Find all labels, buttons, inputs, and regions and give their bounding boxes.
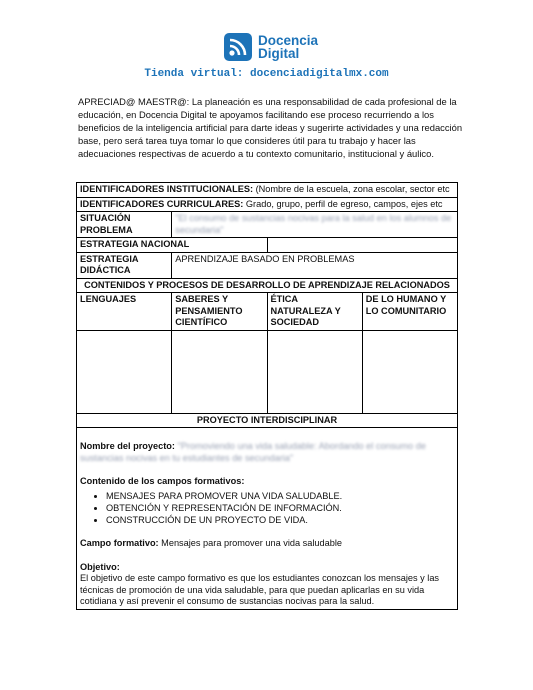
planning-table [76, 182, 458, 610]
table-row [77, 278, 458, 293]
spacer [80, 429, 454, 441]
objective-text: El objetivo de este campo formativo es que los estudiantes conozcan los mensajes y las técnicas de promoción de una vida saludable, para que puedan aplicarlas en su vida cotidiana y así prevenir el consumo de sustancias nocivas para la salud. [80, 573, 440, 607]
project-name-label: Nombre del proyecto: [80, 441, 175, 451]
curricular-identifiers-label: IDENTIFICADORES CURRICULARES: [80, 198, 244, 209]
table-row [77, 252, 458, 278]
project-details-cell [77, 428, 458, 610]
brand-name-line2: Digital [258, 46, 300, 61]
column-lenguajes: LENGUAJES [77, 293, 172, 331]
spacer [80, 526, 454, 538]
situation-problem-label [77, 212, 172, 238]
table-row [77, 293, 458, 331]
objective-label: Objetivo: [80, 561, 120, 572]
formative-field [80, 538, 454, 550]
empty-cell-lenguajes [77, 330, 172, 413]
situation-problem-text: "El consumo de sustancias nocivas para la salud en los alumnos de secundaria" [175, 213, 452, 235]
formative-field-value: Mensajes para promover una vida saludable [158, 538, 342, 549]
column-saberes: SABERES Y PENSAMIENTO CIENTÍFICO [172, 293, 267, 331]
empty-cell-humano [362, 330, 457, 413]
spacer [80, 550, 454, 562]
column-humano: DE LO HUMANO Y LO COMUNITARIO [362, 293, 457, 331]
spacer [80, 464, 454, 476]
list-item: • CONSTRUCCIÓN DE UN PROYECTO DE VIDA. [106, 514, 454, 526]
contents-header: CONTENIDOS Y PROCESOS DE DESARROLLO DE APRENDIZAJE RELACIONADOS [77, 278, 458, 293]
table-row [77, 212, 458, 238]
curricular-identifiers-value: Grado, grupo, perfil de egreso, campos, ejes etc [243, 198, 443, 209]
institutional-identifiers-cell [77, 183, 458, 198]
formative-contents-label: Contenido de los campos formativos: [80, 476, 245, 486]
brand-name-line1: Docencia [258, 33, 319, 48]
situation-problem-label-text: SITUACIÓN PROBLEMA [80, 213, 133, 235]
brand-name [258, 34, 318, 60]
empty-cell-etica [267, 330, 362, 413]
national-strategy-value [267, 238, 458, 253]
formative-field-label: Campo formativo: [80, 538, 159, 549]
formative-contents-list [80, 490, 454, 527]
project-name-value: "Promoviendo una vida saludable: Abordando el consumo de sustancias nocivas en tu estudiantes de secundaria" [80, 441, 426, 463]
table-row [77, 428, 458, 610]
didactic-strategy-label [77, 252, 172, 278]
column-etica: ÉTICA NATURALEZA Y SOCIEDAD [267, 293, 362, 331]
list-item: • OBTENCIÓN Y REPRESENTACIÓN DE INFORMACIÓN. [106, 502, 454, 514]
list-item: • MENSAJES PARA PROMOVER UNA VIDA SALUDABLE. [106, 490, 454, 502]
table-row [77, 330, 458, 413]
project-name [80, 441, 454, 464]
project-header: PROYECTO INTERDISCIPLINAR [77, 413, 458, 428]
didactic-strategy-label-text: ESTRATEGIA DIDÁCTICA [80, 253, 139, 275]
store-link[interactable]: Tienda virtual: docenciadigitalmx.com [144, 68, 389, 80]
institutional-identifiers-label: IDENTIFICADORES INSTITUCIONALES: [80, 184, 254, 194]
docencia-digital-logo [224, 29, 318, 65]
national-strategy-label-text: ESTRATEGIA NACIONAL [80, 239, 190, 249]
broadcast-logo-icon [224, 33, 252, 61]
situation-problem-value [172, 212, 458, 238]
didactic-strategy-text: APRENDIZAJE BASADO EN PROBLEMAS [175, 253, 355, 264]
empty-cell-saberes [172, 330, 267, 413]
didactic-strategy-value [172, 252, 458, 278]
intro-paragraph: APRECIAD@ MAESTR@: La planeación es una responsabilidad de cada profesional de la educación, en Docencia Digital te apoyamos facilitando ese proceso recurriendo a los beneficios de la inteligencia artificial para darte ideas y sugerirte actividades y una redacción base, pero será tarea tuya tomar lo que consideres útil para tu trabajo y hacer las adecuaciones respectivas de acuerdo a tu contexto comunitario, institucional y áulico. [78, 96, 463, 160]
table-row [77, 197, 458, 212]
curricular-identifiers-cell [77, 197, 458, 212]
table-row [77, 238, 458, 253]
national-strategy-label [77, 238, 268, 253]
institutional-identifiers-value: (Nombre de la escuela, zona escolar, sector etc [253, 184, 450, 194]
table-row [77, 183, 458, 198]
table-row [77, 413, 458, 428]
